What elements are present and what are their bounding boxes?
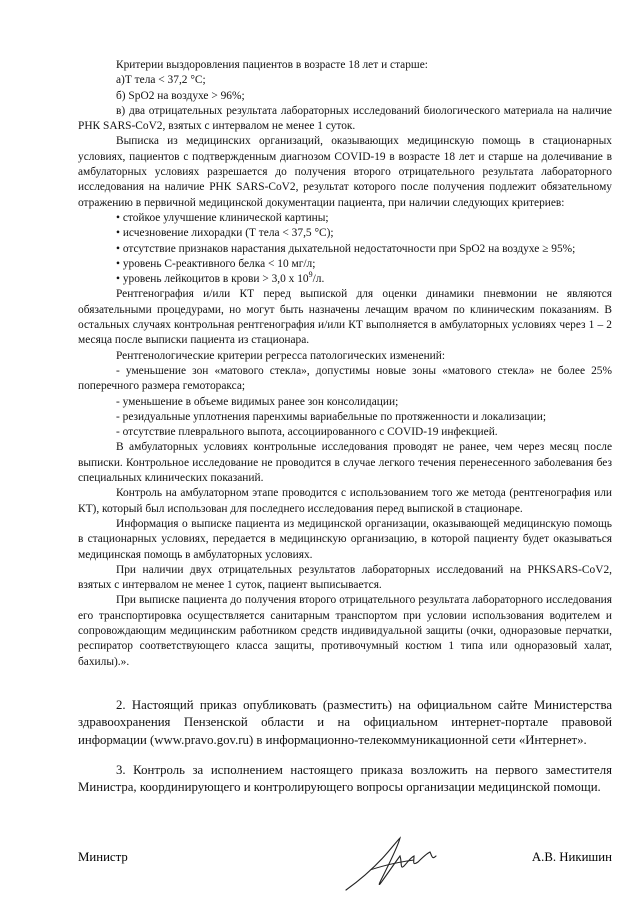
signatory-name: А.В. Никишин (531, 850, 612, 864)
xray-criteria-item: - резидуальные уплотнения паренхимы вариабельные по протяженности и локализации; (116, 410, 547, 423)
discharge-bullet: • стойкое улучшение клинической картины; (116, 211, 329, 224)
document-page (78, 58, 612, 810)
outpatient-paragraph-5: При выписке пациента до получения второго отрицательного результата лабораторного исследования его транспортировка осуществляется санитарным транспортом при условии использования водителем и сопровождающим медицинским работником средств индивидуальной защиты (очки, одноразовые перчатки, респиратор соответствующего класса защиты, противочумный костюм 1 типа или одноразовый халат, бахилы).». (78, 594, 612, 668)
criteria-heading: Критерии выздоровления пациентов в возрасте 18 лет и старше: (116, 59, 428, 71)
xray-criteria-heading: Рентгенологические критерии регресса патологических изменений: (116, 349, 446, 362)
discharge-bullet: • уровень С-реактивного белка < 10 мг/л; (116, 257, 316, 270)
order-item-3: 3. Контроль за исполнением настоящего приказа возложить на первого заместителя Министра, координирующего и контролирующего вопросы организации медицинской помощи. (78, 762, 612, 795)
leuko-suffix: /л. (312, 273, 325, 286)
xray-criteria-item: - уменьшение в объеме видимых ранее зон консолидации; (116, 395, 399, 408)
discharge-intro: Выписка из медицинских организаций, оказывающих медицинскую помощь в стационарных условиях, пациентов с подтвержденным диагнозом COVID-19 в возрасте 18 лет и старше на долечивание в амбулаторных условиях разрешается до получения второго отрицательного результата лабораторного исследования на наличие РНК SARS-CoV2, результат которого после получения подлежит обязательному отражению в первичной медицинской документации пациента, при наличии следующих критериев: (78, 135, 612, 209)
discharge-bullet: • отсутствие признаков нарастания дыхательной недостаточности при SpO2 на воздухе ≥ 95%; (116, 242, 576, 255)
outpatient-paragraph-4: При наличии двух отрицательных результатов лабораторных исследований на РНКSARS-CoV2, взятых с интервалом не менее 1 суток, пациент выписывается. (78, 563, 612, 592)
xray-criteria-item: - отсутствие плеврального выпота, ассоциированного с COVID-19 инфекцией. (116, 426, 498, 439)
outpatient-paragraph-3: Информация о выписке пациента из медицинской организации, оказывающей медицинскую помощь в стационарных условиях, передается в медицинскую организацию, в которой пациенту будет оказываться медицинская помощь в амбулаторных условиях. (78, 517, 612, 561)
outpatient-paragraph-1: В амбулаторных условиях контрольные исследования проводят не ранее, чем через месяц после выписки. Контрольное исследование не проводится в случае легкого течения перенесенного заболевания без специальных клинических показаний. (78, 441, 612, 485)
spacer (78, 670, 612, 684)
xray-criteria-item: - уменьшение зон «матового стекла», допустимы новые зоны «матового стекла» не более 25% поперечного размера гемоторакса; (78, 364, 612, 393)
outpatient-paragraph-2: Контроль на амбулаторном этапе проводится с использованием того же метода (рентгенография или КТ), который был использован для последнего исследования перед выпиской в стационаре. (78, 487, 612, 515)
leuko-prefix: • уровень лейкоцитов в крови > 3,0 х 10 (116, 273, 309, 286)
order-block (78, 697, 612, 797)
criteria-item-b: б) SpO2 на воздухе > 96%; (116, 89, 245, 102)
signature-row (78, 836, 612, 896)
xray-paragraph: Рентгенография и/или КТ перед выпиской для оценки динамики пневмонии не являются обязательными процедурами, но могут быть назначены лечащим врачом по клиническим показаниям. В остальных случаях контрольная рентгенография и/или КТ выполняется в амбулаторных условиях через 1 – 2 месяца после выписки пациента из стационара. (78, 288, 612, 347)
criteria-item-c: в) два отрицательных результата лабораторных исследований биологического материала на наличие РНК SARS-CoV2, взятых с интервалом не менее 1 суток. (78, 104, 612, 133)
criteria-item-a: а)Т тела < 37,2 °С; (116, 74, 206, 87)
handwritten-signature-icon (340, 836, 452, 894)
signatory-position: Министр (78, 850, 128, 864)
order-item-2: 2. Настоящий приказ опубликовать (разместить) на официальном сайте Министерства здравоохранения Пензенской области и на официальном интернет-портале правовой информации (www.pravo.gov.ru) в информационно-телекоммуникационной сети «Интернет». (78, 697, 612, 747)
leuko-exponent: 9 (308, 270, 313, 280)
discharge-bullet: • исчезновение лихорадки (Т тела < 37,5 °С); (116, 227, 334, 240)
small-text-block (78, 58, 612, 670)
discharge-bullet-leukocytes (78, 272, 612, 287)
